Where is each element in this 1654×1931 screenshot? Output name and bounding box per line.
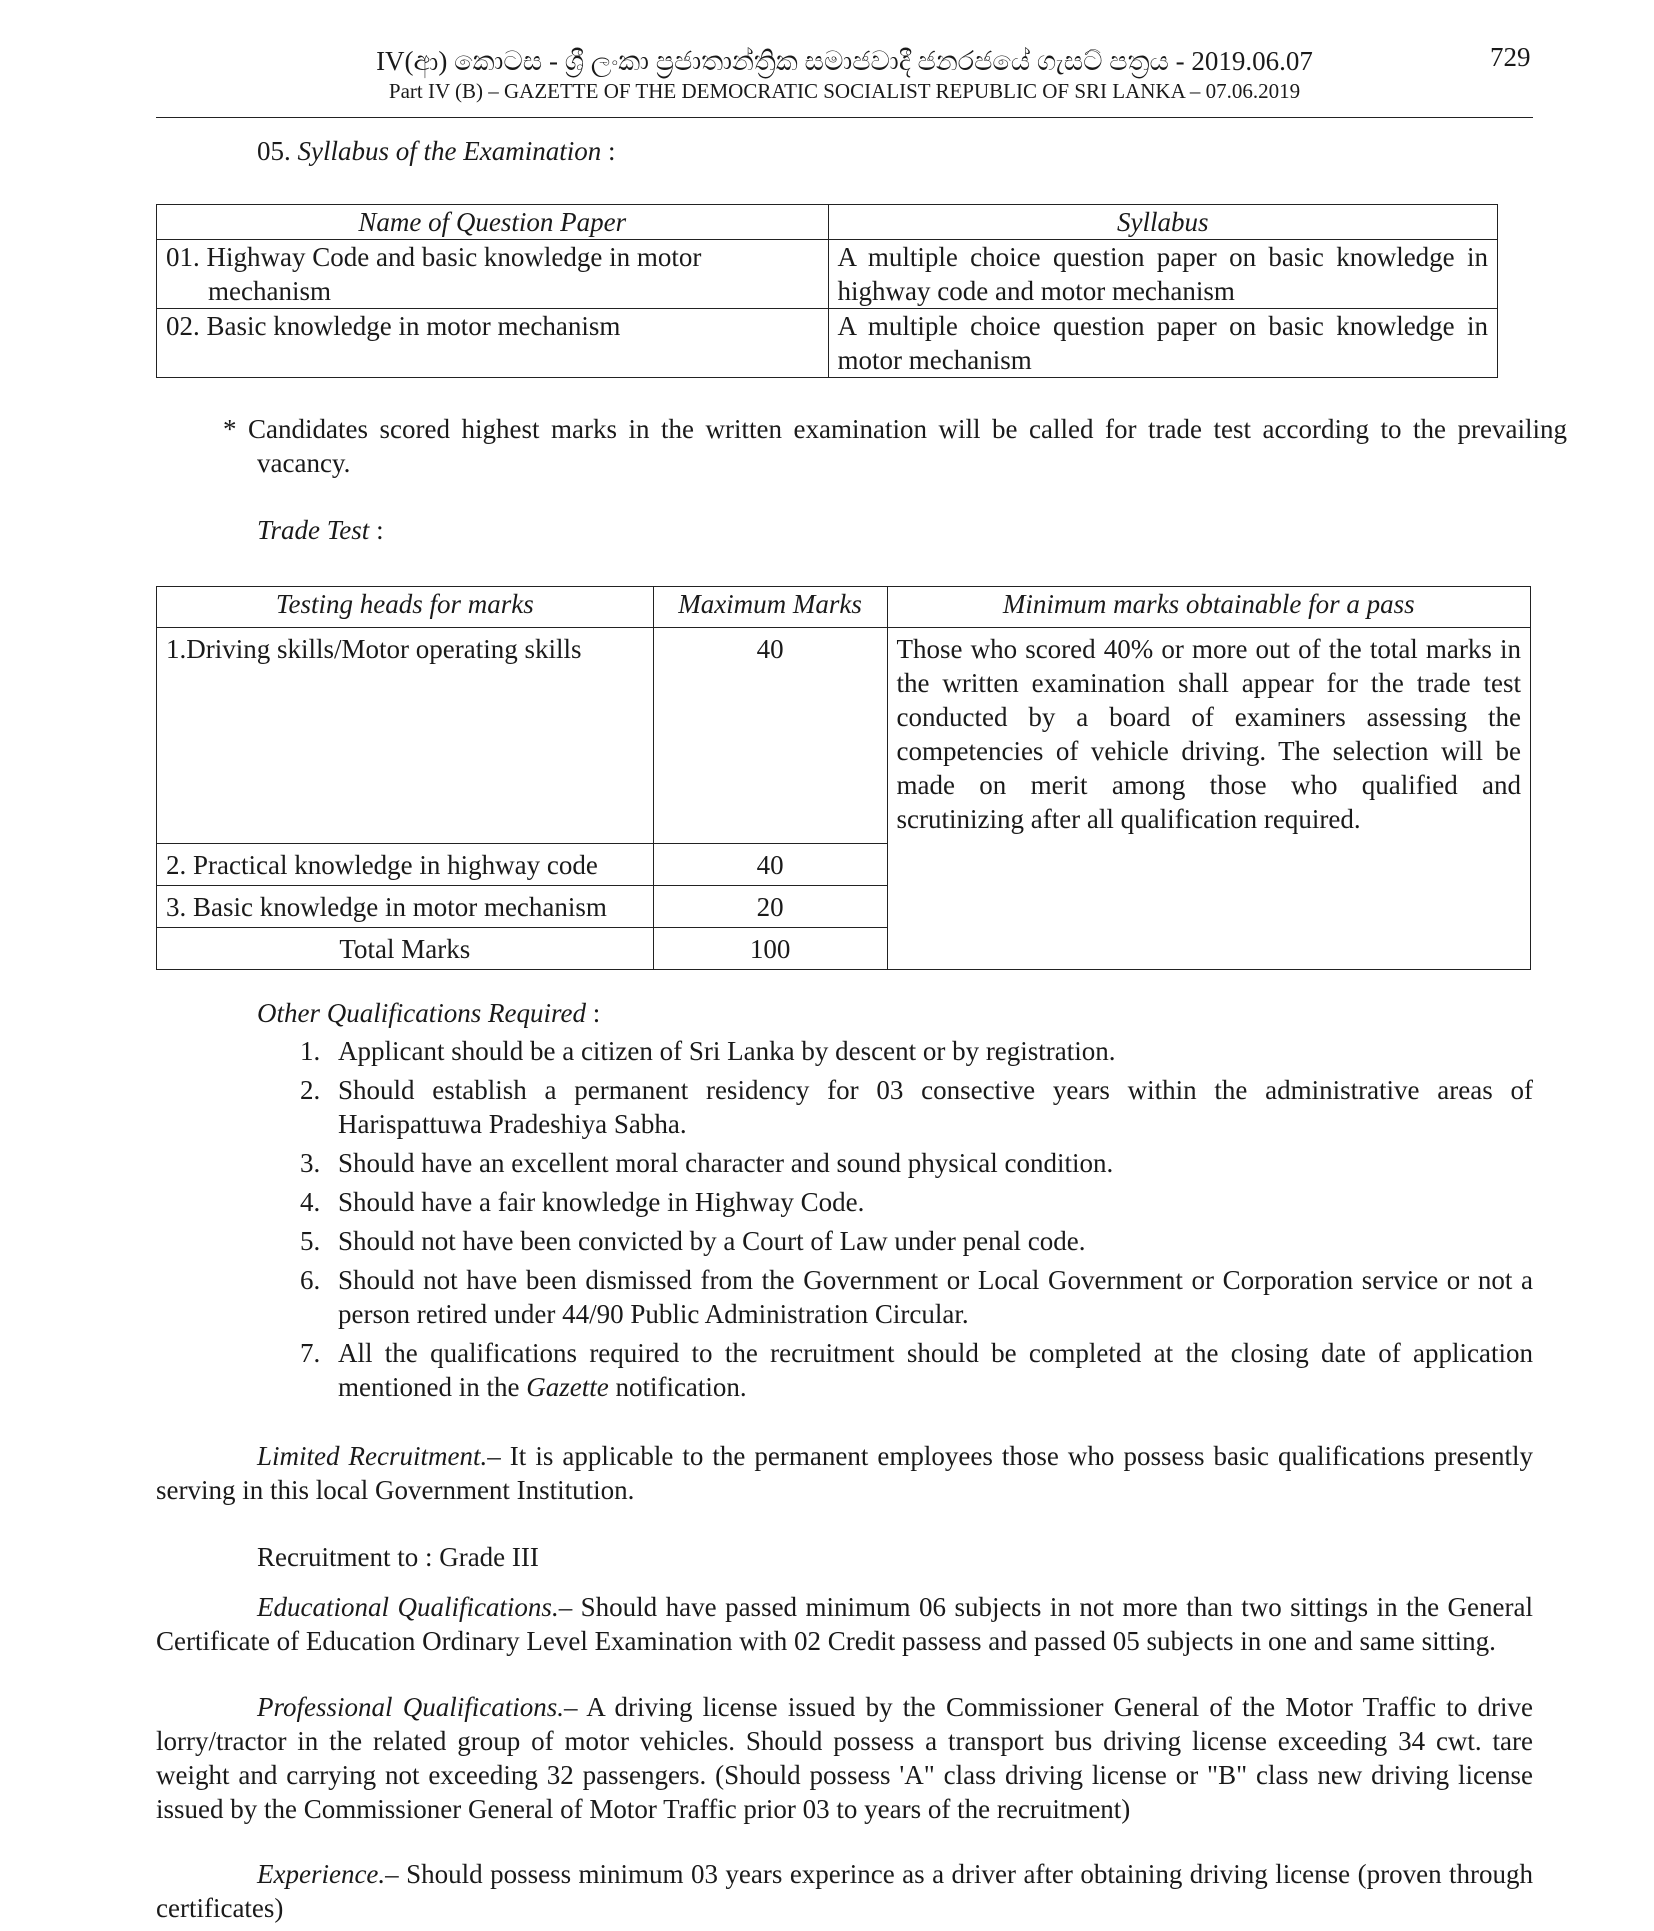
- list-item: 4. Should have a fair knowledge in Highway Code.: [300, 1187, 865, 1217]
- page-number: 729: [1490, 42, 1531, 72]
- paper-name: 01. Highway Code and basic knowledge in motor mechanism: [157, 240, 829, 309]
- syllabus-table: [156, 204, 1498, 378]
- limited-recruitment-paragraph: Limited Recruitment.– It is applicable to the permanent employees those who possess basic qualifications presently serving in this local Government Institution.: [156, 1441, 1533, 1505]
- page-header: [156, 44, 1533, 104]
- testing-head: 1.Driving skills/Motor operating skills: [157, 628, 654, 844]
- experience-paragraph: Experience.– Should possess minimum 03 years experince as a driver after obtaining driving license (proven through certificates): [156, 1859, 1533, 1923]
- table-header-row: [157, 205, 1498, 240]
- paper-name: 02. Basic knowledge in motor mechanism: [157, 309, 829, 378]
- educational-qualifications-paragraph: Educational Qualifications.– Should have passed minimum 06 subjects in not more than two sittings in the General Certificate of Education Ordinary Level Examination with 02 Credit passess and passed 05 subjects in one and same sitting.: [156, 1592, 1533, 1656]
- recruitment-grade: Recruitment to : Grade III: [257, 1542, 539, 1572]
- list-item: 3. Should have an excellent moral character and sound physical condition.: [300, 1148, 1114, 1178]
- list-item: 2. Should establish a permanent residency for 03 consective years within the administrative areas of Harispattuwa Pradeshiya Sabha.: [300, 1075, 1533, 1139]
- syllabus-heading: 05. Syllabus of the Examination :: [257, 136, 616, 166]
- min-marks-description: Those who scored 40% or more out of the total marks in the written examination shall appear for the trade test conducted by a board of examiners assessing the competencies of vehicle driving. The selection will be made on merit among those who qualified and scrutinizing after all qualification required.: [887, 628, 1531, 970]
- header-english: Part IV (B) – GAZETTE OF THE DEMOCRATIC SOCIALIST REPUBLIC OF SRI LANKA – 07.06.2019: [388, 79, 1301, 103]
- table-row: [157, 628, 1531, 844]
- total-marks: 100: [653, 928, 887, 970]
- trade-test-heading: Trade Test :: [257, 515, 384, 545]
- table-row: [157, 240, 1498, 309]
- col-maximum-marks: Maximum Marks: [653, 587, 887, 628]
- list-item: 5. Should not have been convicted by a Court of Law under penal code.: [300, 1226, 1086, 1256]
- table-row: [157, 309, 1498, 378]
- testing-head: 2. Practical knowledge in highway code: [157, 844, 654, 886]
- other-quals-heading: Other Qualifications Required :: [257, 998, 601, 1028]
- max-marks: 40: [653, 628, 887, 844]
- table-header-row: [157, 587, 1531, 628]
- col-syllabus: Syllabus: [828, 205, 1497, 240]
- max-marks: 20: [653, 886, 887, 928]
- col-minimum-marks: Minimum marks obtainable for a pass: [887, 587, 1531, 628]
- trade-test-table: [156, 586, 1531, 970]
- professional-qualifications-paragraph: Professional Qualifications.– A driving license issued by the Commissioner General of the Motor Traffic to drive lorry/tractor in the related group of motor vehicles. Should possess a transport bus driving license exceeding 34 cwt. tare weight and carrying not exceeding 32 passengers. (Should possess 'A" class driving license or "B" class new driving license issued by the Commissioner General of Motor Traffic prior 03 to years of the recruitment): [156, 1692, 1534, 1824]
- candidates-note: * Candidates scored highest marks in the written examination will be called for trade test according to the prevailing vacancy.: [223, 414, 1567, 478]
- list-item: 7. All the qualifications required to the recruitment should be completed at the closing date of application mentioned in the Gazette notification.: [300, 1338, 1533, 1402]
- paper-syllabus: A multiple choice question paper on basic knowledge in motor mechanism: [828, 309, 1497, 378]
- qualifications-list: [300, 1034, 1533, 1409]
- col-testing-heads: Testing heads for marks: [157, 587, 654, 628]
- total-label: Total Marks: [157, 928, 654, 970]
- list-item: 6. Should not have been dismissed from the Government or Local Government or Corporation service or not a person retired under 44/90 Public Administration Circular.: [300, 1265, 1533, 1329]
- testing-head: 3. Basic knowledge in motor mechanism: [157, 886, 654, 928]
- header-rule: [156, 117, 1533, 118]
- header-sinhala: IV(ආ) කොටස - ශ්‍රී ලංකා ප්‍රජාතාන්ත්‍රික සමාජවාදී ජනරජයේ ගැසට් පත්‍රය - 2019.06.07: [376, 46, 1313, 76]
- paper-syllabus: A multiple choice question paper on basic knowledge in highway code and motor mechanism: [828, 240, 1497, 309]
- col-question-paper: Name of Question Paper: [157, 205, 829, 240]
- max-marks: 40: [653, 844, 887, 886]
- list-item: 1. Applicant should be a citizen of Sri Lanka by descent or by registration.: [300, 1036, 1116, 1066]
